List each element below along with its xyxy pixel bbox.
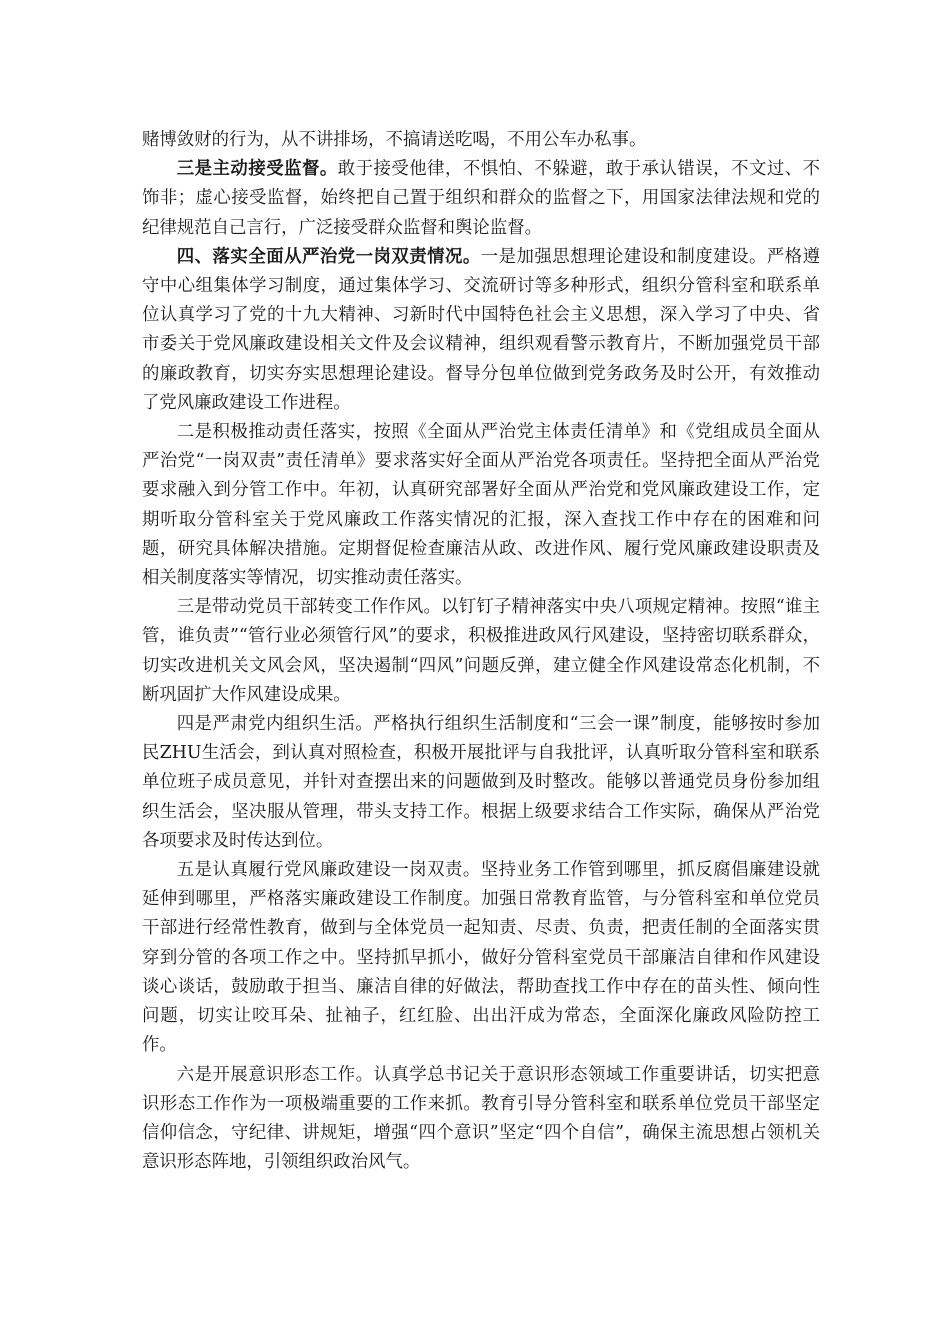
paragraph-integrity: [142, 856, 820, 1060]
paragraph-party-life: [142, 710, 820, 856]
paragraph-body: 敢于接受他律，不惧怕、不躲避，敢于承认错误，不文过、不饰非；虚心接受监督，始终把自己置于组织和群众的监督之下，用国家法律法规和党的纪律规范自己言行，广泛接受群众监督和舆论监督。: [142, 159, 820, 238]
section-heading: 四、落实全面从严治党一岗双责情况。: [176, 246, 481, 267]
paragraph-body: 四是严肃党内组织生活。严格执行组织生活制度和“三会一课”制度，能够按时参加民ZHU生活会，到认真对照检查，积极开展批评与自我批评，认真听取分管科室和联系单位班子成员意见，并针对查摆出来的问题做到及时整改。能够以普通党员身份参加组织生活会，坚决服从管理，带头支持工作。根据上级要求结合工作实际，确保从严治党各项要求及时传达到位。: [142, 714, 820, 851]
paragraph-body: 一是加强思想理论建设和制度建设。严格遵守中心组集体学习制度，通过集体学习、交流研讨等多种形式，组织分管科室和联系单位认真学习了党的十九大精神、习新时代中国特色社会主义思想，深入学习了中央、省市委关于党风廉政建设相关文件及会议精神，组织观看警示教育片，不断加强党员干部的廉政教育，切实夯实思想理论建设。督导分包单位做到党务政务及时公开，有效推动了党风廉政建设工作进程。: [142, 246, 820, 413]
paragraph-work-style: [142, 593, 820, 710]
section-heading-paragraph: [142, 243, 820, 418]
paragraph-body: 赌博敛财的行为，从不讲排场，不搞请送吃喝，不用公车办私事。: [142, 130, 647, 150]
paragraph-ideology: [142, 1061, 820, 1178]
paragraph-body: 六是开展意识形态工作。认真学总书记关于意识形态领域工作重要讲话，切实把意识形态工作作为一项极端重要的工作来抓。教育引导分管科室和联系单位党员干部坚定信仰信念，守纪律、讲规矩，增强“四个意识”坚定“四个自信”，确保主流思想占领机关意识形态阵地，引领组织政治风气。: [142, 1064, 820, 1173]
paragraph-accept-supervision: [142, 155, 820, 243]
document-page: [142, 126, 820, 1177]
paragraph-body: 三是带动党员干部转变工作作风。以钉钉子精神落实中央八项规定精神。按照“谁主管，谁负责”“管行业必须管行风”的要求，积极推进政风行风建设，坚持密切联系群众，切实改进机关文风会风，坚决遏制“四风”问题反弹，建立健全作风建设常态化机制，不断巩固扩大作风建设成果。: [142, 597, 820, 705]
paragraph-lead: 三是主动接受监督。: [176, 159, 338, 180]
paragraph-responsibility: [142, 418, 820, 593]
paragraph-continuation: [142, 126, 820, 155]
paragraph-body: 五是认真履行党风廉政建设一岗双责。坚持业务工作管到哪里，抓反腐倡廉建设就延伸到哪里，严格落实廉政建设工作制度。加强日常教育监管，与分管科室和单位党员干部进行经常性教育，做到与全体党员一起知责、尽责、负责，把责任制的全面落实贯穿到分管的各项工作之中。坚持抓早抓小，做好分管科室党员干部廉洁自律和作风建设谈心谈话，鼓励敢于担当、廉洁自律的好做法，帮助查找工作中存在的苗头性、倾向性问题，切实让咬耳朵、扯袖子，红红脸、出出汗成为常态，全面深化廉政风险防控工作。: [142, 860, 820, 1056]
paragraph-body: 二是积极推动责任落实，按照《全面从严治党主体责任清单》和《党组成员全面从严治党“一岗双责”责任清单》要求落实好全面从严治党各项责任。坚持把全面从严治党要求融入到分管工作中。年初，认真研究部署好全面从严治党和党风廉政建设工作，定期听取分管科室关于党风廉政工作落实情况的汇报，深入查找工作中存在的困难和问题，研究具体解决措施。定期督促检查廉洁从政、改进作风、履行党风廉政建设职责及相关制度落实等情况，切实推动责任落实。: [142, 422, 820, 589]
